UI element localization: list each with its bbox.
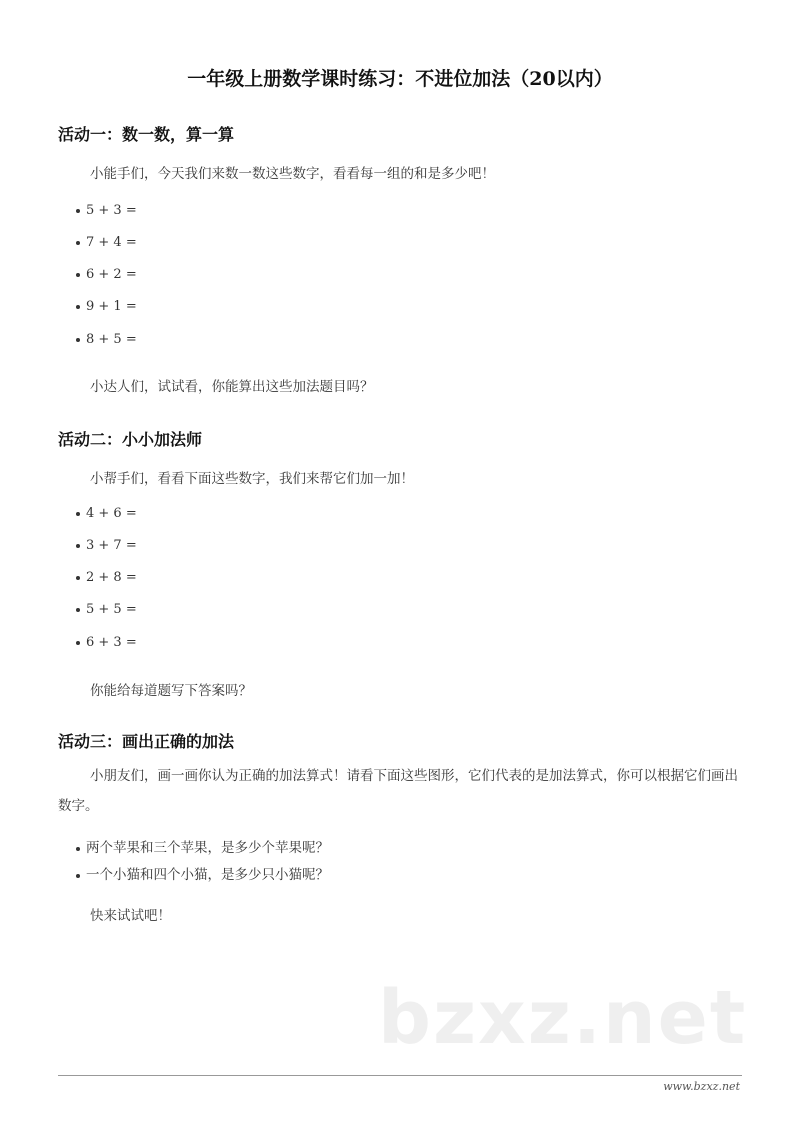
section-2-intro: 小帮手们，看看下面这些数字，我们来帮它们加一加！ [90,471,414,487]
list-item: 7 + 4 = [76,235,137,250]
list-item: 一个小猫和四个小猫，是多少只小猫呢？ [76,863,329,883]
bullet-icon [76,512,80,516]
section-2-note: 你能给每道题写下答案吗？ [90,683,252,699]
page-title: 一年级上册数学课时练习：不进位加法（20以内） [187,68,613,90]
bullet-icon [76,209,80,213]
list-item: 4 + 6 = [76,506,137,521]
section-3-note: 快来试试吧！ [90,908,171,924]
bullet-icon [76,641,80,645]
section-1-heading: 活动一：数一数，算一算 [58,125,235,144]
bullet-icon [76,305,80,309]
section-2-heading: 活动二：小小加法师 [58,430,203,449]
list-item: 8 + 5 = [76,332,137,347]
list-item: 6 + 2 = [76,267,137,282]
list-item: 两个苹果和三个苹果，是多少个苹果呢？ [76,836,329,856]
list-item: 5 + 3 = [76,203,137,218]
section-3-heading: 活动三：画出正确的加法 [58,732,235,751]
section-1-note: 小达人们，试试看，你能算出这些加法题目吗？ [90,379,374,395]
section-1-intro: 小能手们，今天我们来数一数这些数字，看看每一组的和是多少吧！ [90,166,495,182]
bullet-icon [76,576,80,580]
bullet-icon [76,544,80,548]
list-item: 2 + 8 = [76,570,137,585]
list-item: 5 + 5 = [76,602,137,617]
watermark: bzxz.net [378,975,748,1061]
list-item: 9 + 1 = [76,299,137,314]
bullet-icon [76,338,80,342]
bullet-icon [76,241,80,245]
list-item: 3 + 7 = [76,538,137,553]
bullet-icon [76,847,80,851]
bullet-icon [76,608,80,612]
list-item: 6 + 3 = [76,635,137,650]
bullet-icon [76,273,80,277]
footer-divider [58,1075,742,1076]
section-3-intro: 小朋友们，画一画你认为正确的加法算式！请看下面这些图形，它们代表的是加法算式，你可以根据它们画出数字。 [58,768,738,814]
footer-url: www.bzxz.net [663,1080,740,1093]
bullet-icon [76,874,80,878]
